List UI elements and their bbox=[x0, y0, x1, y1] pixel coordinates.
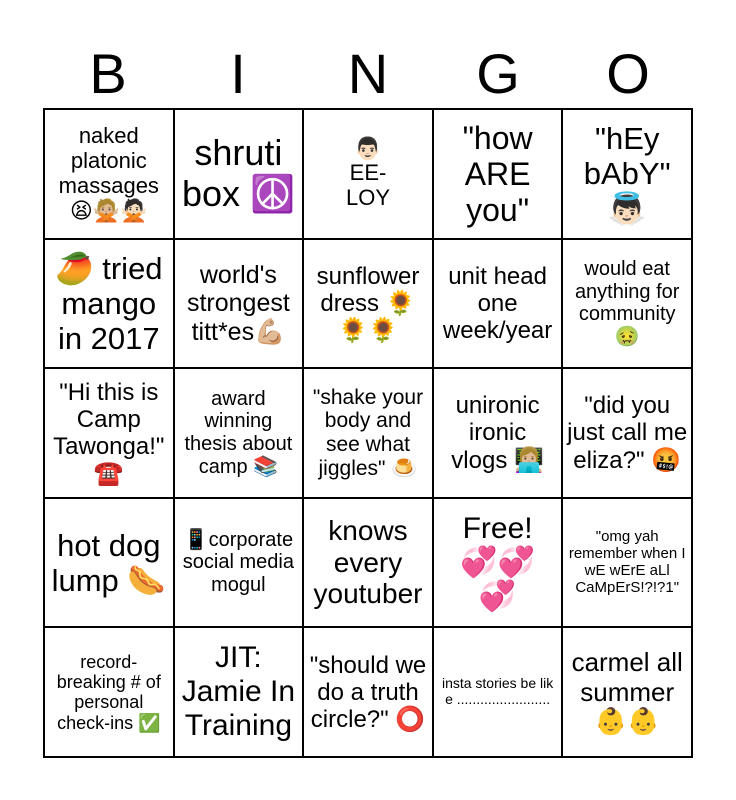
bingo-cell[interactable] bbox=[433, 498, 563, 628]
bingo-cell[interactable] bbox=[44, 368, 174, 498]
bingo-cell[interactable] bbox=[303, 368, 433, 498]
cell-text: record-breaking # of personal check-ins ✅ bbox=[56, 651, 161, 733]
bingo-cell[interactable] bbox=[562, 627, 692, 757]
cell-text: carmel all summer 👶👶 bbox=[571, 647, 683, 736]
bingo-cell[interactable] bbox=[562, 239, 692, 369]
cell-text: insta stories be like ........................ bbox=[441, 675, 554, 708]
cell-text: shruti box ☮️ bbox=[181, 132, 295, 214]
bingo-cell[interactable] bbox=[562, 109, 692, 239]
cell-text: knows every youtuber bbox=[313, 515, 423, 610]
cell-text: "did you just call me eliza?" 🤬 bbox=[567, 392, 688, 474]
bingo-cell[interactable] bbox=[44, 239, 174, 369]
cell-text: JIT: Jamie In Training bbox=[181, 641, 296, 743]
cell-text: would eat anything for community 🤢 bbox=[574, 258, 680, 348]
cell-text: sunflower dress 🌻🌻🌻 bbox=[316, 262, 420, 344]
cell-text: "Hi this is Camp Tawonga!" ☎️ bbox=[53, 378, 165, 488]
bingo-cell[interactable] bbox=[562, 498, 692, 628]
cell-text: "should we do a truth circle?" ⭕ bbox=[309, 651, 427, 733]
bingo-cell[interactable] bbox=[174, 109, 304, 239]
cell-text: Free! 💞💞💞 bbox=[460, 511, 535, 613]
cell-text: "how ARE you" bbox=[462, 119, 533, 228]
header-letter-i: I bbox=[230, 41, 246, 105]
header-letter-b: B bbox=[89, 41, 127, 105]
header-letter-o: O bbox=[606, 41, 650, 105]
cell-text: award winning thesis about camp 📚 bbox=[184, 387, 293, 478]
cell-text: world's strongest titt*es💪🏼 bbox=[186, 261, 290, 346]
cell-text: "omg yah remember when I wE wErE aLl CaMpErS!?!?1" bbox=[568, 527, 686, 596]
bingo-cell[interactable] bbox=[44, 627, 174, 757]
bingo-cell[interactable] bbox=[44, 109, 174, 239]
bingo-cell[interactable] bbox=[303, 109, 433, 239]
bingo-cell[interactable] bbox=[303, 498, 433, 628]
bingo-cell[interactable] bbox=[433, 109, 563, 239]
cell-text: naked platonic massages 😫🙅🏼🙅🏻 bbox=[58, 123, 159, 223]
bingo-cell[interactable] bbox=[303, 239, 433, 369]
bingo-cell[interactable] bbox=[44, 498, 174, 628]
bingo-cell[interactable] bbox=[174, 498, 304, 628]
bingo-cell[interactable] bbox=[433, 627, 563, 757]
bingo-board bbox=[43, 108, 693, 758]
bingo-cell[interactable] bbox=[433, 239, 563, 369]
bingo-cell[interactable] bbox=[433, 368, 563, 498]
bingo-cell[interactable] bbox=[303, 627, 433, 757]
cell-text: "hEy bAbY" 👼🏻 bbox=[583, 121, 671, 227]
cell-text: "shake your body and see what jiggles" 🍮 bbox=[312, 385, 424, 480]
bingo-header bbox=[43, 40, 693, 106]
header-letter-n: N bbox=[347, 41, 389, 105]
cell-text: hot dog lump 🌭 bbox=[51, 527, 166, 598]
cell-text: 🥭 tried mango in 2017 bbox=[55, 250, 163, 356]
bingo-cell[interactable] bbox=[174, 239, 304, 369]
cell-text: unit head one week/year bbox=[442, 262, 553, 344]
header-letter-g: G bbox=[476, 41, 520, 105]
cell-text: 👨🏻 EE-LOY bbox=[345, 135, 390, 211]
bingo-cell[interactable] bbox=[174, 627, 304, 757]
bingo-cell[interactable] bbox=[174, 368, 304, 498]
bingo-cell[interactable] bbox=[562, 368, 692, 498]
cell-text: unironic ironic vlogs 👩🏼‍💻 bbox=[451, 392, 544, 474]
cell-text: 📱corporate social media mogul bbox=[182, 528, 294, 596]
